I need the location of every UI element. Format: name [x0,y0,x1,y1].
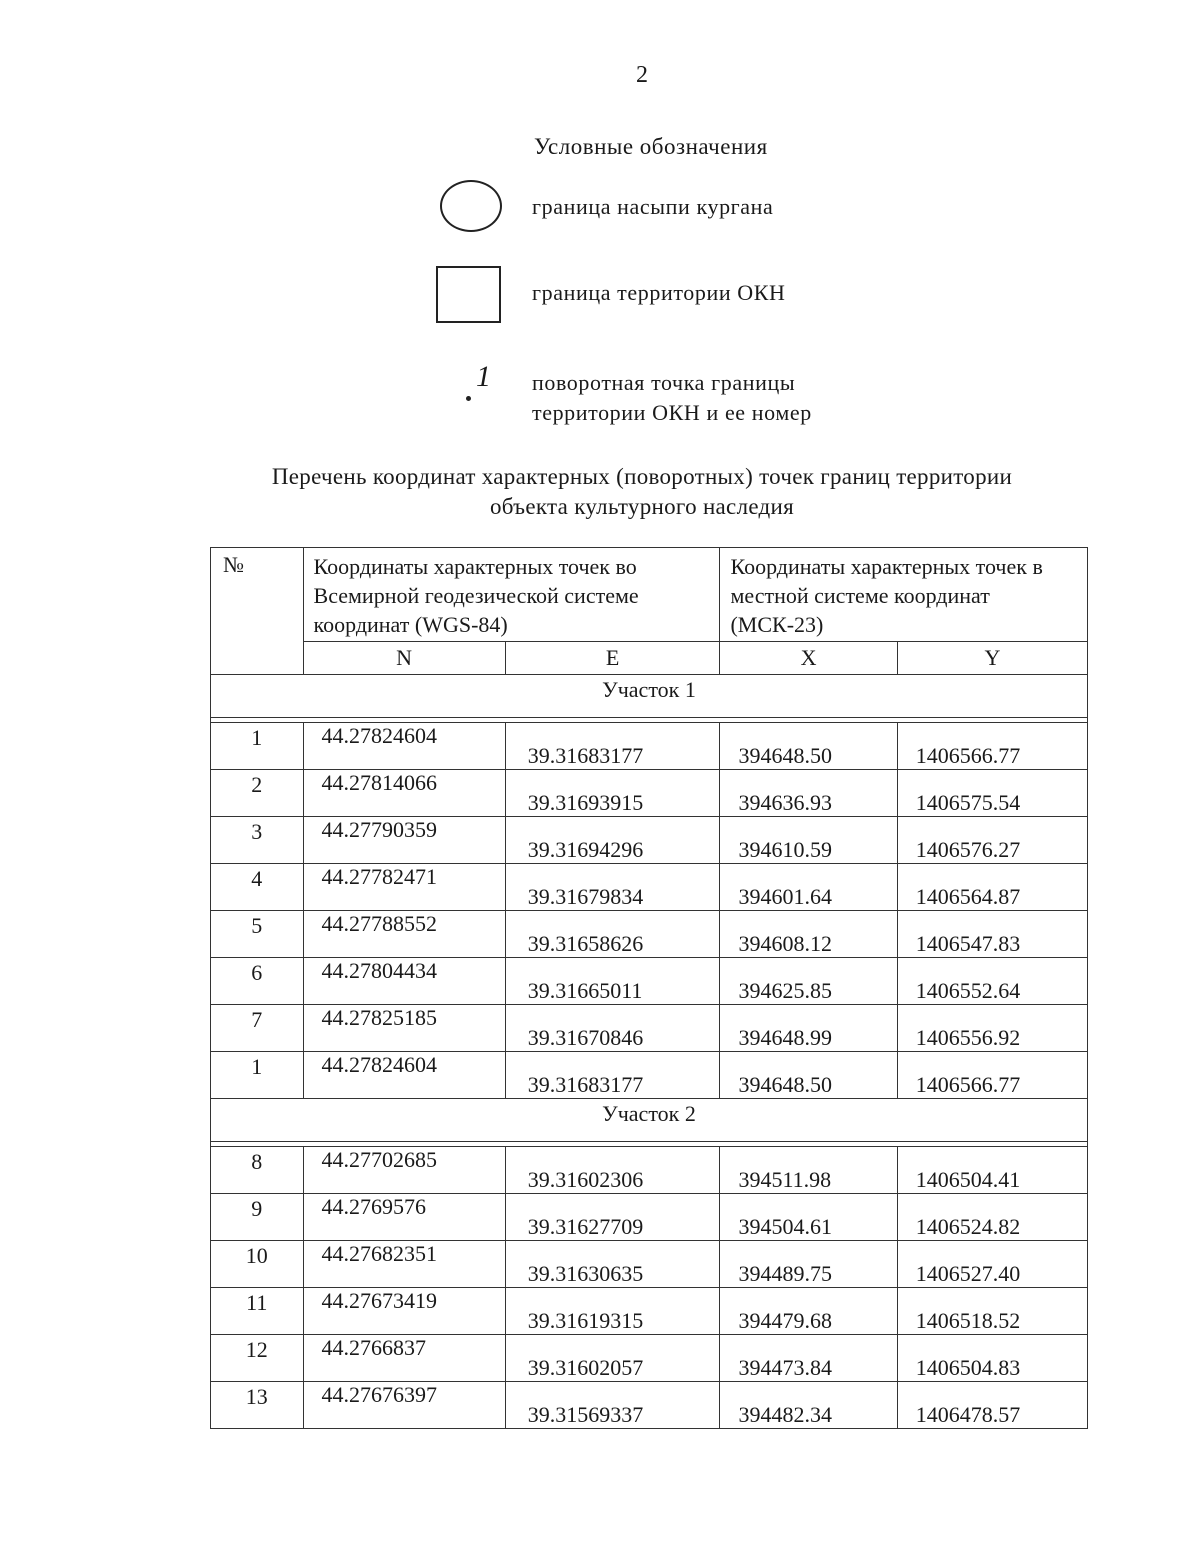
cell-x: 394479.68 [720,1288,897,1335]
legend-title: Условные обозначения [534,134,768,159]
legend-label-point [532,368,812,428]
cell-n: 44.27825185 [303,1005,505,1052]
table-row [211,1005,1088,1052]
legend-label-mound: граница насыпи кургана [532,194,774,219]
table-row [211,1335,1088,1382]
cell-y: 1406504.83 [897,1335,1087,1382]
cell-n: 44.27804434 [303,958,505,1005]
legend-label-territory: граница территории ОКН [532,280,786,305]
cell-x: 394511.98 [720,1147,897,1194]
cell-e: 39.31694296 [505,817,720,864]
cell-x: 394625.85 [720,958,897,1005]
cell-e: 39.31679834 [505,864,720,911]
table-row [211,1194,1088,1241]
cell-x: 394648.50 [720,1052,897,1099]
table-row [211,958,1088,1005]
cell-e: 39.31693915 [505,770,720,817]
cell-x: 394648.50 [720,723,897,770]
cell-e: 39.31627709 [505,1194,720,1241]
legend-label-point-line2: территории ОКН и ее номер [532,400,812,425]
section-title: Участок 1 [211,675,1088,718]
cell-n: 44.27782471 [303,864,505,911]
cell-number: 5 [211,911,304,958]
coordinates-table-body [211,675,1088,1429]
table-caption-line1: Перечень координат характерных (поворотных) точек границ территории [271,464,1013,489]
cell-n: 44.27673419 [303,1288,505,1335]
header-col-e: E [505,642,720,675]
cell-y: 1406575.54 [897,770,1087,817]
cell-e: 39.31683177 [505,723,720,770]
cell-y: 1406518.52 [897,1288,1087,1335]
cell-y: 1406547.83 [897,911,1087,958]
header-wgs84: Координаты характерных точек во Всемирной геодезической системе координат (WGS-84) [303,548,720,642]
cell-y: 1406566.77 [897,1052,1087,1099]
cell-number: 12 [211,1335,304,1382]
cell-number: 1 [211,1052,304,1099]
table-row [211,1241,1088,1288]
cell-x: 394636.93 [720,770,897,817]
cell-n: 44.27790359 [303,817,505,864]
circle-icon [440,180,502,232]
header-col-n: N [303,642,505,675]
cell-y: 1406504.41 [897,1147,1087,1194]
cell-e: 39.31602057 [505,1335,720,1382]
table-row [211,1052,1088,1099]
cell-e: 39.31670846 [505,1005,720,1052]
point-number-symbol: 1 [476,360,491,393]
header-col-y: Y [897,642,1087,675]
cell-x: 394608.12 [720,911,897,958]
cell-number: 6 [211,958,304,1005]
cell-number: 4 [211,864,304,911]
cell-n: 44.27824604 [303,723,505,770]
legend-label-point-line1: поворотная точка границы [532,370,796,395]
cell-x: 394648.99 [720,1005,897,1052]
section-row [211,675,1088,718]
header-number: № [211,548,304,675]
cell-n: 44.2769576 [303,1194,505,1241]
cell-n: 44.27814066 [303,770,505,817]
cell-e: 39.31619315 [505,1288,720,1335]
cell-y: 1406564.87 [897,864,1087,911]
coordinates-table [210,547,1088,1429]
cell-number: 7 [211,1005,304,1052]
cell-x: 394473.84 [720,1335,897,1382]
cell-x: 394610.59 [720,817,897,864]
cell-e: 39.31569337 [505,1382,720,1429]
cell-x: 394482.34 [720,1382,897,1429]
table-row [211,911,1088,958]
square-icon [436,266,501,323]
header-col-x: X [720,642,897,675]
table-row [211,817,1088,864]
table-caption-line2: объекта культурного наследия [489,494,795,519]
cell-number: 2 [211,770,304,817]
cell-number: 9 [211,1194,304,1241]
cell-number: 8 [211,1147,304,1194]
cell-n: 44.27702685 [303,1147,505,1194]
cell-e: 39.31658626 [505,911,720,958]
section-row [211,1099,1088,1142]
cell-number: 10 [211,1241,304,1288]
cell-number: 3 [211,817,304,864]
cell-y: 1406527.40 [897,1241,1087,1288]
point-dot-icon [466,396,471,401]
cell-number: 13 [211,1382,304,1429]
table-row [211,1288,1088,1335]
cell-n: 44.2766837 [303,1335,505,1382]
cell-e: 39.31630635 [505,1241,720,1288]
cell-n: 44.27682351 [303,1241,505,1288]
table-row [211,1382,1088,1429]
cell-e: 39.31602306 [505,1147,720,1194]
point-icon [466,360,496,408]
cell-x: 394601.64 [720,864,897,911]
cell-n: 44.27788552 [303,911,505,958]
table-row [211,723,1088,770]
cell-y: 1406566.77 [897,723,1087,770]
cell-y: 1406552.64 [897,958,1087,1005]
table-row [211,1147,1088,1194]
cell-y: 1406478.57 [897,1382,1087,1429]
cell-n: 44.27676397 [303,1382,505,1429]
cell-number: 1 [211,723,304,770]
cell-e: 39.31665011 [505,958,720,1005]
table-caption [0,462,1200,522]
cell-number: 11 [211,1288,304,1335]
cell-x: 394504.61 [720,1194,897,1241]
cell-y: 1406524.82 [897,1194,1087,1241]
cell-x: 394489.75 [720,1241,897,1288]
cell-n: 44.27824604 [303,1052,505,1099]
page-number: 2 [636,62,648,88]
cell-y: 1406556.92 [897,1005,1087,1052]
section-title: Участок 2 [211,1099,1088,1142]
header-msk23: Координаты характерных точек в местной системе координат (МСК-23) [720,548,1088,642]
cell-e: 39.31683177 [505,1052,720,1099]
table-row [211,864,1088,911]
table-row [211,770,1088,817]
cell-y: 1406576.27 [897,817,1087,864]
